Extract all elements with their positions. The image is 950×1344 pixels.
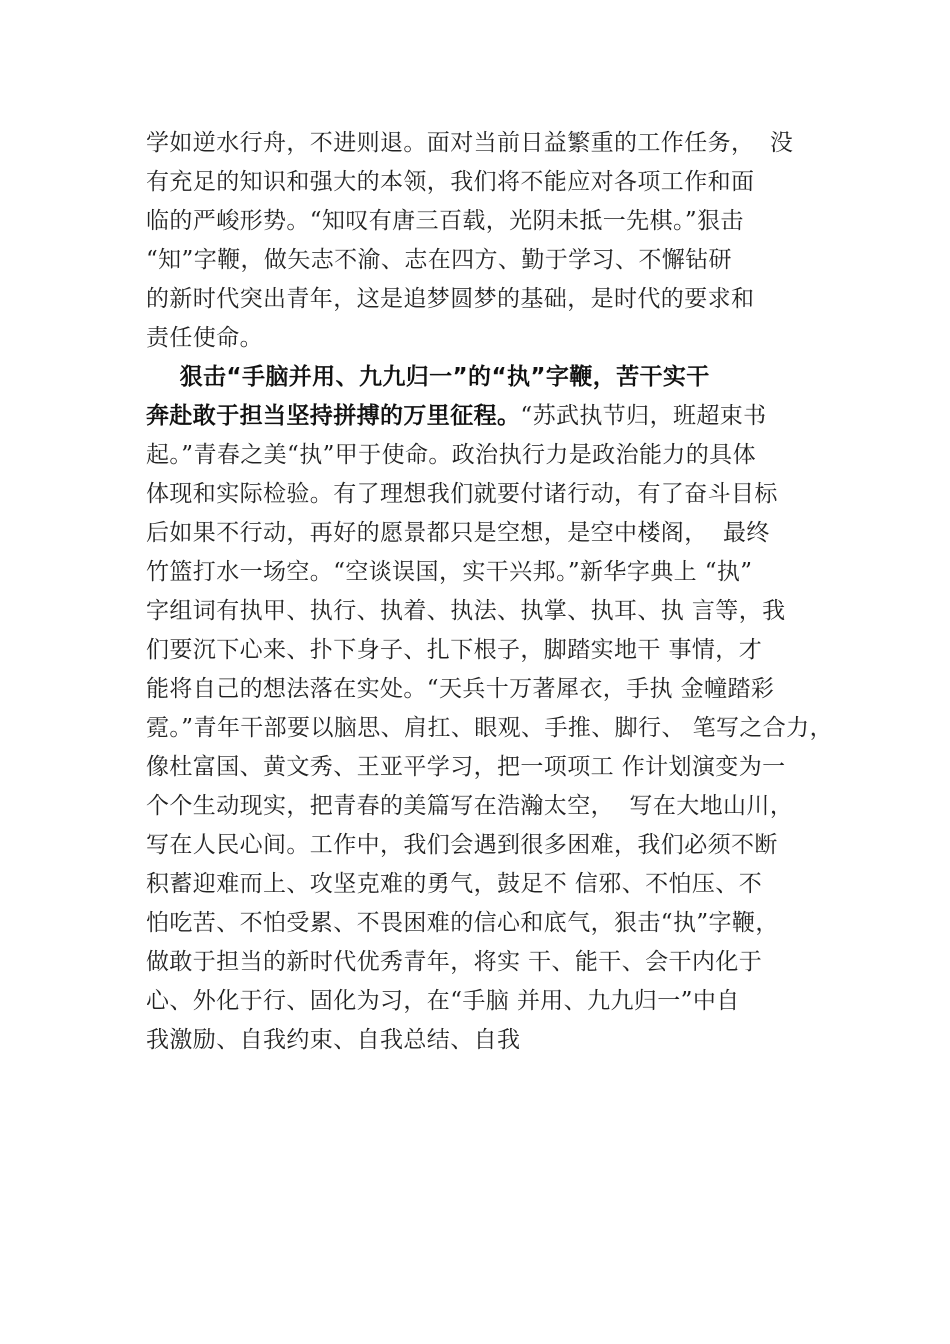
text-line-mixed: [146, 397, 846, 436]
text-line: 们要沉下心来、扑下身子、扎下根子，脚踏实地干 事情，才: [146, 637, 763, 663]
text-line: 积蓄迎难而上、攻坚克难的勇气，鼓足不 信邪、不怕压、不: [146, 871, 763, 897]
text-line: 临的严峻形势。“知叹有唐三百载，光阴未抵一先棋。”狠击: [146, 208, 744, 234]
text-line: 做敢于担当的新时代优秀青年，将实 干、能干、会干内化于: [146, 949, 763, 975]
text-line: 个个生动现实，把青春的美篇写在浩瀚太空， 写在大地山川，: [146, 793, 794, 819]
text-line: 体现和实际检验。有了理想我们就要付诸行动，有了奋斗目标: [146, 481, 778, 507]
text-line: 的新时代突出青年，这是追梦圆梦的基础，是时代的要求和: [146, 286, 755, 312]
text-line: 有充足的知识和强大的本领，我们将不能应对各项工作和面: [146, 169, 755, 195]
text-line-continuation: “苏武执节归，班超束书: [520, 403, 767, 429]
paragraph-heading-end: 奔赴敢于担当坚持拼搏的万里征程。: [146, 403, 521, 429]
text-line: 起。”青春之美“执”甲于使命。政治执行力是政治能力的具体: [146, 442, 756, 468]
text-line: 心、外化于行、固化为习，在“手脑 并用、九九归一”中自: [146, 988, 740, 1014]
paragraph-heading: 狠击“手脑并用、九九归一”的“执”字鞭，苦干实干: [146, 364, 710, 390]
text-line: 后如果不行动，再好的愿景都只是空想，是空中楼阁， 最终: [146, 520, 770, 546]
text-line: “知”字鞭，做矢志不渝、志在四方、勤于学习、不懈钻研: [146, 247, 732, 273]
text-line: 我激励、自我约束、自我总结、自我: [146, 1027, 521, 1053]
text-line: 责任使命。: [146, 325, 263, 351]
text-line: 学如逆水行舟，不进则退。面对当前日益繁重的工作任务， 没: [146, 130, 794, 156]
text-line: 怕吃苦、不怕受累、不畏困难的信心和底气，狠击“执”字鞭，: [146, 910, 779, 936]
text-line: 写在人民心间。工作中，我们会遇到很多困难，我们必须不断: [146, 832, 778, 858]
body-text: [146, 124, 846, 1060]
text-line: 能将自己的想法落在实处。“天兵十万著犀衣，手执 金幢踏彩: [146, 676, 775, 702]
text-line: 霓。”青年干部要以脑思、肩扛、眼观、手推、脚行、 笔写之合力，: [146, 715, 833, 741]
text-line: 字组词有执甲、执行、执着、执法、执掌、执耳、执 言等，我: [146, 598, 786, 624]
text-line: 像杜富国、黄文秀、王亚平学习，把一项项工 作计划演变为一: [146, 754, 786, 780]
text-line: 竹篮打水一场空。“空谈误国，实干兴邦。”新华字典上 “执”: [146, 559, 753, 585]
